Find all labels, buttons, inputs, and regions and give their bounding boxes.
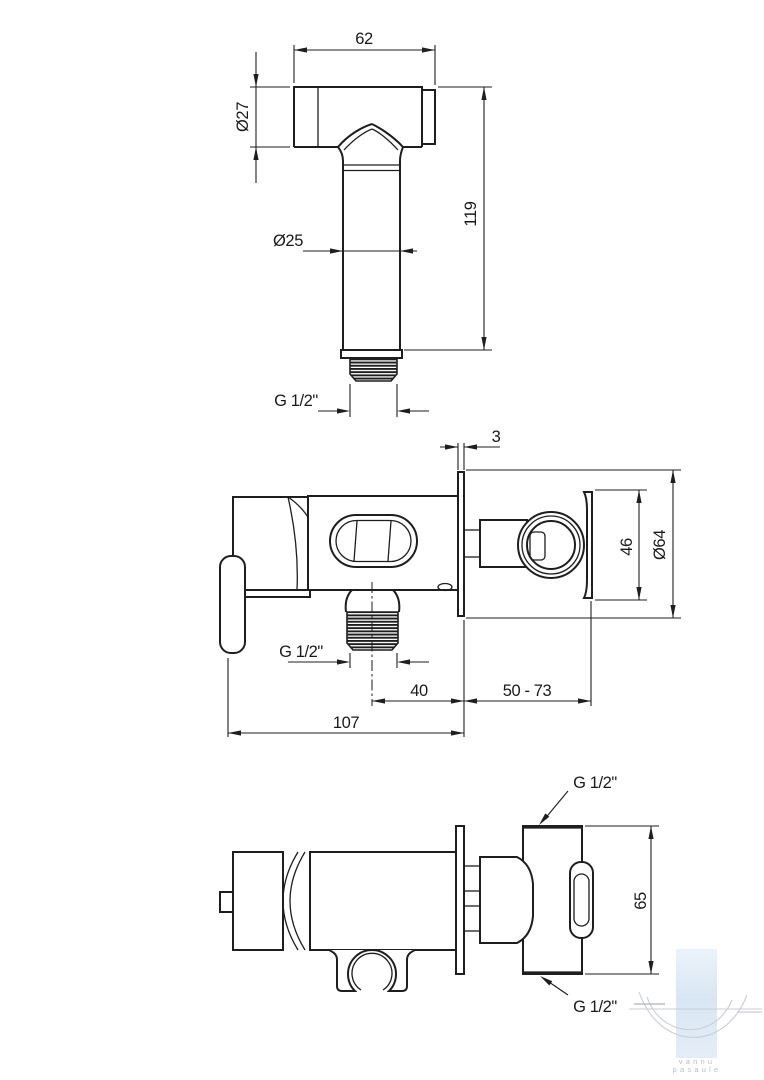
shower-handle-tube (338, 147, 403, 350)
dim-o27-arrow-top (253, 74, 258, 87)
dim-shower-thread: G 1/2" (274, 392, 318, 410)
dim-g12-shower-arrow-left (337, 408, 350, 413)
dim-65-arrow-bottom (648, 961, 653, 974)
holder-pipe (464, 530, 480, 557)
dim-head-width: 62 (355, 30, 373, 48)
shower-head-outline (294, 87, 422, 147)
dim-g12-shower-lines (318, 384, 429, 417)
supply-pipe-top (464, 866, 480, 891)
supply-pipe-bottom (464, 906, 480, 931)
dim-40-arrow-right (451, 698, 464, 703)
dim-plate-diameter: Ø64 (651, 530, 669, 560)
cradle-bracket-top-view (329, 950, 415, 991)
watermark-bar-shape (676, 949, 717, 1058)
dim-plate-thickness: 3 (491, 428, 501, 446)
dim-62-lines (294, 45, 435, 85)
dim-o27-arrow-bottom (253, 147, 258, 160)
mixer-body-top (310, 852, 456, 950)
shower-thread-flange (341, 350, 402, 358)
dim-o64-arrow-bottom (670, 605, 675, 618)
dim-o25-arrow-left (330, 248, 343, 253)
watermark-text-line2: pasaule (672, 1065, 722, 1074)
wall-plate-top-view (456, 826, 464, 974)
dim-5073-arrow-left (464, 698, 477, 703)
dim-46-arrow-top (636, 490, 641, 503)
shower-thread (350, 358, 397, 381)
handle-housing-top (233, 852, 283, 950)
dim-62-arrow-left (294, 47, 307, 52)
dim-handle-diameter: Ø25 (273, 232, 303, 250)
hand-shower-view (234, 30, 492, 417)
mixer-top-view (220, 774, 659, 1016)
wall-plate-front (458, 472, 464, 616)
handle-knob-top (220, 892, 233, 912)
dim-3-arrow-right (464, 444, 477, 449)
shower-neck-inner-curve (344, 129, 398, 150)
watermark-text-line1: vannu (678, 1057, 716, 1066)
dim-outlet-to-wall: 40 (410, 682, 428, 700)
mixer-lever (220, 556, 245, 653)
dim-g12-shower-arrow-right (397, 408, 410, 413)
dim-119-arrow-top (481, 87, 486, 100)
dim-46-arrow-bottom (636, 587, 641, 600)
dim-total-depth: 107 (332, 714, 360, 732)
shower-head-cap (422, 90, 435, 144)
dim-119-arrow-bottom (481, 337, 486, 350)
dim-40-arrow-left (372, 698, 385, 703)
dim-top-thread: G 1/2" (573, 774, 617, 792)
dim-g12-outlet-arrow-right (397, 659, 410, 664)
watermark-logo (629, 949, 762, 1074)
dim-holder-height: 46 (618, 538, 636, 556)
dim-5073-lines (464, 601, 591, 737)
dim-5073-arrow-right (578, 698, 591, 703)
dim-body-height: 65 (632, 892, 650, 910)
dim-total-height: 119 (462, 201, 480, 227)
dim-o27-lines (250, 52, 290, 183)
lever-dome-arc-inner (290, 852, 305, 950)
holder-bracket-profile (584, 492, 592, 598)
holder-ring-inner (527, 521, 575, 569)
dim-outlet-thread: G 1/2" (279, 643, 323, 661)
dim-o25-arrow-right (400, 248, 413, 253)
body-cradle-outer (330, 515, 417, 567)
dim-3-arrow-left (445, 444, 458, 449)
dim-head-diameter: Ø27 (234, 102, 252, 132)
dim-107-arrow-right (451, 730, 464, 735)
shower-neck-outer-curve (338, 124, 403, 147)
leader-g12-bottom-line (549, 982, 568, 995)
mixer-front-view (220, 428, 681, 737)
dim-o64-arrow-top (670, 470, 675, 483)
inlet-connector (480, 857, 533, 943)
leader-g12-bottom-arrow (540, 976, 552, 986)
dim-g12-outlet-arrow-left (337, 659, 350, 664)
shower-handle-joint-lines (343, 165, 400, 171)
dim-65-arrow-top (648, 826, 653, 839)
dim-bottom-thread: G 1/2" (573, 998, 617, 1016)
cradle-bracket-inner-arc (352, 953, 392, 990)
dim-wall-to-holder: 50 - 73 (502, 682, 552, 700)
dim-107-arrow-left (228, 730, 241, 735)
dim-62-arrow-right (422, 47, 435, 52)
